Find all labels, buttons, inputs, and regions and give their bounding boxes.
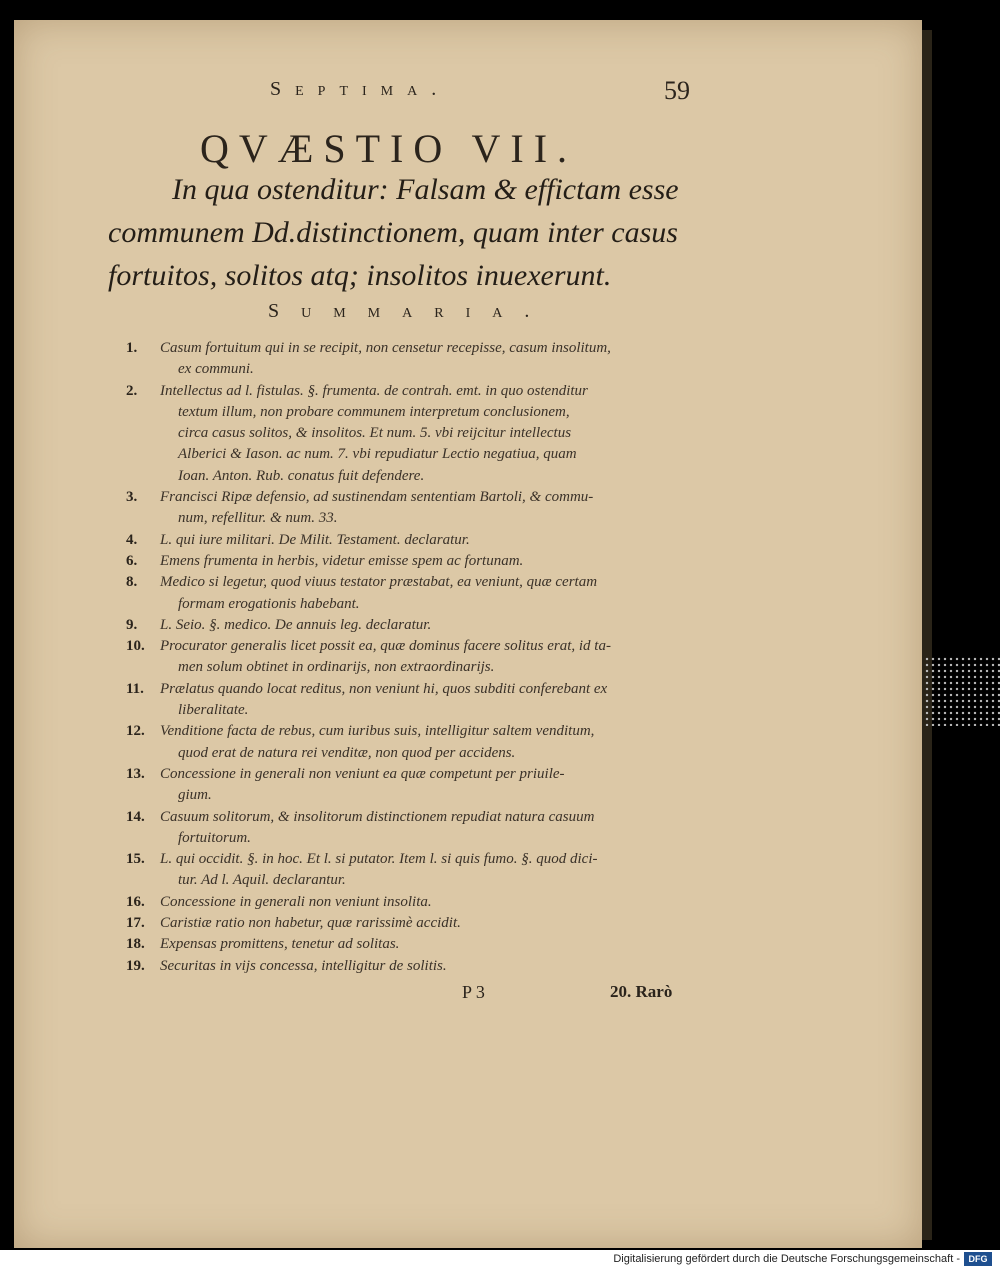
question-subtitle: [108, 168, 698, 297]
entry-line: L. qui occidit. §. in hoc. Et l. si putator. Item l. si quis fumo. §. quod dici-: [160, 851, 598, 868]
summaria-heading: Summaria.: [268, 300, 552, 322]
entry-line: Intellectus ad l. fistulas. §. frumenta. de contrah. emt. in quo ostenditur: [160, 382, 588, 399]
summary-entry: [120, 487, 700, 530]
entry-number: 10.: [126, 638, 145, 655]
dfg-logo[interactable]: DFG: [964, 1252, 992, 1266]
page-number: 59: [664, 76, 690, 105]
summary-entry: [120, 381, 700, 487]
entry-number: 19.: [126, 957, 145, 974]
summary-entry: [120, 892, 700, 913]
subtitle-line: communem Dd.distinctionem, quam inter casus: [108, 216, 678, 249]
entry-number: 11.: [126, 680, 144, 697]
summary-entry: [120, 636, 700, 679]
entry-line: Venditione facta de rebus, cum iuribus suis, intelligitur saltem venditum,: [160, 723, 595, 740]
entry-line: men solum obtinet in ordinarijs, non extraordinarijs.: [178, 659, 495, 676]
entry-line: fortuitorum.: [178, 829, 251, 846]
entry-line: formam erogationis habebant.: [178, 595, 360, 612]
entry-line: Securitas in vijs concessa, intelligitur de solitis.: [160, 957, 447, 974]
signature-mark: P 3: [462, 982, 485, 1002]
summary-entry: [120, 572, 700, 615]
summary-entry: [120, 913, 700, 934]
entry-number: 3.: [126, 489, 138, 506]
subtitle-line: In qua ostenditur: Falsam & effictam esse: [172, 173, 679, 206]
catchword: 20. Rarò: [610, 982, 673, 1001]
entry-number: 16.: [126, 893, 145, 910]
entry-number: 12.: [126, 723, 145, 740]
summary-list: [120, 338, 700, 977]
entry-line: L. qui iure militari. De Milit. Testament. declaratur.: [160, 531, 470, 548]
summary-entry: [120, 551, 700, 572]
summary-entry: [120, 934, 700, 955]
entry-line: liberalitate.: [178, 702, 249, 719]
running-head: Septima.: [270, 78, 451, 100]
summary-entry: [120, 807, 700, 850]
entry-line: ex communi.: [178, 361, 254, 378]
page-edge: [922, 30, 932, 1240]
summary-entry: [120, 679, 700, 722]
entry-line: quod erat de natura rei venditæ, non quod per accidens.: [178, 744, 516, 761]
entry-line: Procurator generalis licet possit ea, quæ dominus facere solitus erat, id ta-: [160, 638, 611, 655]
summary-entry: [120, 764, 700, 807]
entry-number: 2.: [126, 382, 138, 399]
summary-entry: [120, 849, 700, 892]
entry-number: 13.: [126, 765, 145, 782]
entry-line: num, refellitur. & num. 33.: [178, 510, 338, 527]
entry-line: Ioan. Anton. Rub. conatus fuit defendere.: [178, 467, 425, 484]
entry-line: Caristiæ ratio non habetur, quæ rarissimè accidit.: [160, 915, 461, 932]
entry-line: Concessione in generali non veniunt ea quæ competunt per priuile-: [160, 765, 565, 782]
entry-number: 9.: [126, 616, 138, 633]
summary-entry: [120, 338, 700, 381]
entry-line: L. Seio. §. medico. De annuis leg. declaratur.: [160, 616, 432, 633]
entry-line: textum illum, non probare communem interpretum conclusionem,: [178, 403, 570, 420]
entry-line: Expensas promittens, tenetur ad solitas.: [160, 936, 400, 953]
entry-line: Medico si legetur, quod viuus testator præstabat, ea veniunt, quæ certam: [160, 574, 598, 591]
entry-line: Alberici & Iason. ac num. 7. vbi repudiatur Lectio negatiua, quam: [178, 446, 577, 463]
entry-line: Concessione in generali non veniunt insolita.: [160, 893, 432, 910]
subtitle-line: fortuitos, solitos atq; insolitos inuexerunt.: [108, 259, 612, 292]
scan-artifact: [924, 656, 1000, 726]
entry-number: 1.: [126, 340, 138, 356]
entry-number: 17.: [126, 915, 145, 932]
question-title: QVÆSTIO VII.: [200, 126, 578, 171]
entry-line: tur. Ad l. Aquil. declarantur.: [178, 872, 346, 889]
entry-line: Emens frumenta in herbis, videtur emisse spem ac fortunam.: [160, 552, 524, 569]
entry-number: 15.: [126, 851, 145, 868]
entry-number: 18.: [126, 936, 145, 953]
entry-line: Prælatus quando locat reditus, non veniunt hi, quos subditi conferebant ex: [160, 680, 608, 697]
entry-line: gium.: [178, 787, 212, 804]
entry-line: Francisci Ripæ defensio, ad sustinendam sententiam Bartoli, & commu-: [160, 489, 594, 506]
entry-number: 8.: [126, 574, 138, 591]
entry-number: 14.: [126, 808, 145, 825]
summary-entry: [120, 615, 700, 636]
summary-entry: [120, 721, 700, 764]
entry-line: Casum fortuitum qui in se recipit, non censetur recepisse, casum insolitum,: [160, 340, 611, 356]
entry-number: 6.: [126, 552, 138, 569]
summary-entry: [120, 956, 700, 977]
summary-entry: [120, 530, 700, 551]
entry-line: circa casus solitos, & insolitos. Et num. 5. vbi reijcitur intellectus: [178, 425, 572, 442]
digitization-credit: Digitalisierung gefördert durch die Deutsche Forschungsgemeinschaft -: [613, 1253, 960, 1265]
entry-line: Casuum solitorum, & insolitorum distinctionem repudiat natura casuum: [160, 808, 595, 825]
entry-number: 4.: [126, 531, 138, 548]
